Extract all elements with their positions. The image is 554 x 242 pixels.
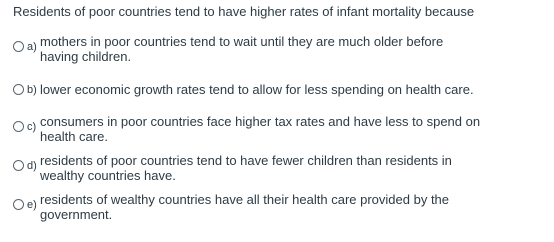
option-text-d[interactable] bbox=[40, 153, 452, 183]
radio-button-c[interactable] bbox=[13, 121, 24, 132]
radio-button-b[interactable] bbox=[13, 84, 24, 95]
option-c-line-2: health care. bbox=[40, 129, 108, 144]
radio-button-d[interactable] bbox=[13, 160, 24, 171]
option-letter-a: a) bbox=[27, 41, 37, 53]
option-text-a[interactable] bbox=[40, 34, 443, 64]
option-d[interactable] bbox=[13, 153, 452, 183]
option-e[interactable] bbox=[13, 192, 450, 222]
option-a-line-2: having children. bbox=[40, 49, 132, 64]
option-letter-e: e) bbox=[27, 199, 37, 211]
radio-button-a[interactable] bbox=[13, 41, 24, 52]
option-c-line-1: consumers in poor countries face higher tax rates and have less to spend on bbox=[40, 114, 481, 129]
option-text-c[interactable] bbox=[40, 114, 480, 144]
option-d-line-2: wealthy countries have. bbox=[40, 168, 176, 183]
radio-button-e[interactable] bbox=[13, 199, 24, 210]
option-a[interactable] bbox=[13, 34, 444, 64]
option-b[interactable] bbox=[13, 83, 474, 97]
option-text-e[interactable] bbox=[40, 192, 449, 222]
option-letter-d: d) bbox=[27, 160, 37, 172]
option-a-line-1: mothers in poor countries tend to wait until they are much older before bbox=[40, 34, 444, 49]
option-c[interactable] bbox=[13, 114, 481, 144]
option-e-line-2: government. bbox=[40, 207, 113, 222]
option-letter-b: b) bbox=[27, 84, 37, 96]
option-d-line-1: residents of poor countries tend to have fewer children than residents in bbox=[40, 153, 452, 168]
question-text: Residents of poor countries tend to have higher rates of infant mortality because bbox=[13, 4, 475, 19]
option-text-b[interactable] bbox=[40, 82, 474, 97]
option-letter-c: c) bbox=[27, 121, 37, 133]
option-b-line-1: lower economic growth rates tend to allow for less spending on health care. bbox=[40, 82, 474, 97]
option-e-line-1: residents of wealthy countries have all their health care provided by the bbox=[40, 192, 450, 207]
